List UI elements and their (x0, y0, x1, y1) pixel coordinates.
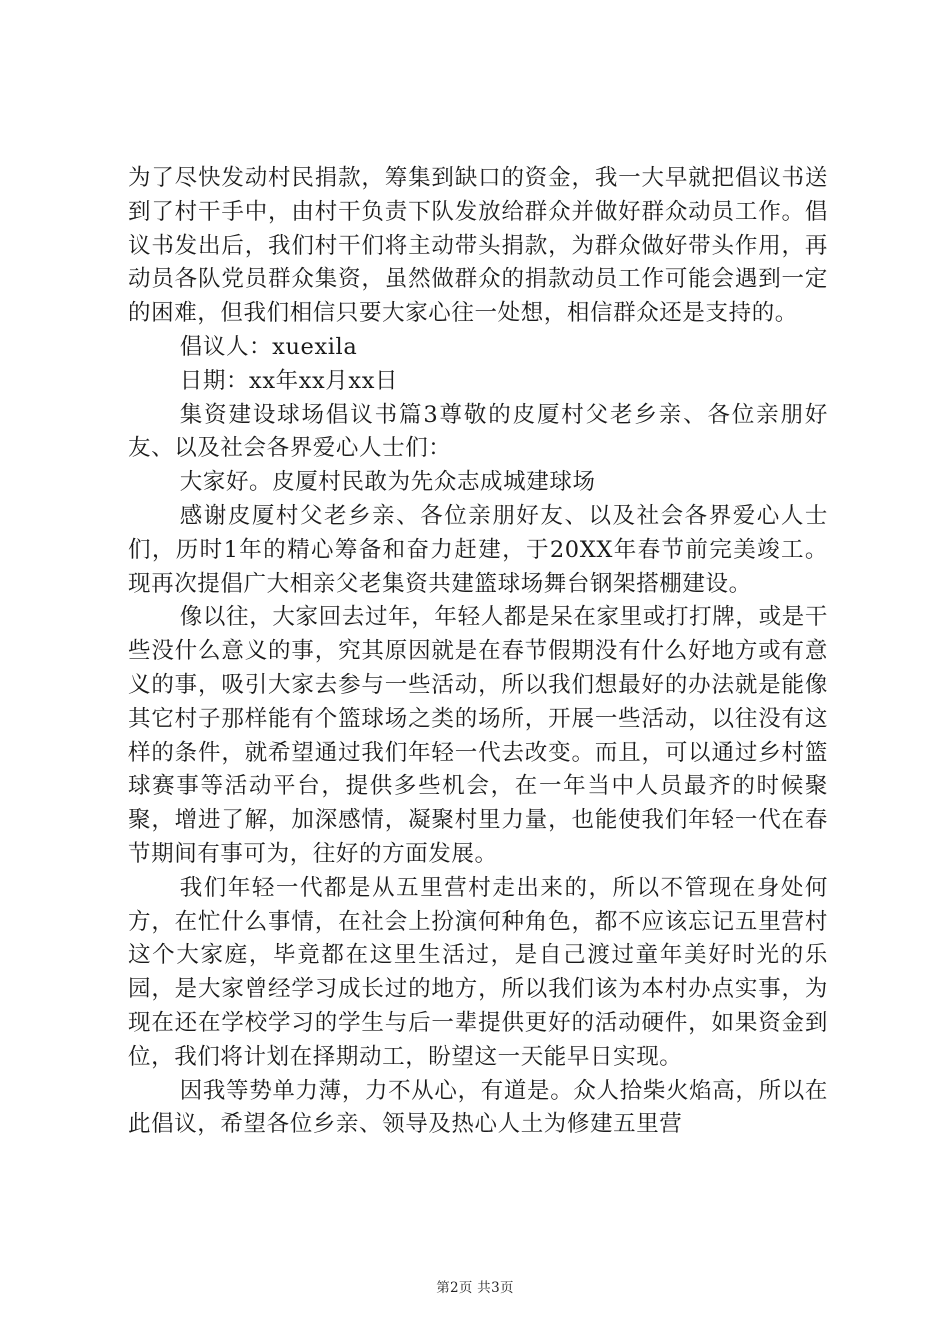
paragraph-1: 为了尽快发动村民捐款，筹集到缺口的资金，我一大早就把倡议书送到了村干手中，由村干负责下队发放给群众并做好群众动员工作。倡议书发出后，我们村干们将主动带头捐款，为群众做好带头作用，再动员各队党员群众集资，虽然做群众的捐款动员工作可能会遇到一定的困难，但我们相信只要大家心往一处想，相信群众还是支持的。 (128, 165, 828, 327)
document-body (128, 162, 828, 1142)
proposer-line: 倡议人：xuexila (179, 333, 358, 360)
date-line: 日期：xx年xx月xx日 (179, 367, 399, 394)
paragraph-7: 像以往，大家回去过年，年轻人都是呆在家里或打打牌，或是干些没什么意义的事，究其原因就是在春节假期没有什么好地方或有意义的事，吸引大家去参与一些活动，所以我们想最好的办法就是能像其它村子那样能有个篮球场之类的场所，开展一些活动，以往没有这样的条件，就希望通过我们年轻一代去改变。而且，可以通过乡村篮球赛事等活动平台，提供多些机会，在一年当中人员最齐的时候聚聚，增进了解，加深感情，凝聚村里力量，也能使我们年轻一代在春节期间有事可为，往好的方面发展。 (128, 604, 828, 867)
page-number-footer: 第2页 共3页 (436, 1280, 514, 1296)
greeting-line: 大家好。皮厦村民敢为先众志成城建球场 (179, 469, 596, 496)
paragraph-8: 我们年轻一代都是从五里营村走出来的，所以不管现在身处何方，在忙什么事情，在社会上扮演何种角色，都不应该忘记五里营村这个大家庭，毕竟都在这里生活过，是自己渡过童年美好时光的乐园，是大家曾经学习成长过的地方，所以我们该为本村办点实事，为现在还在学校学习的学生与后一辈提供更好的活动硬件，如果资金到位，我们将计划在择期动工，盼望这一天能早日实现。 (128, 874, 828, 1070)
paragraph-4: 集资建设球场倡议书篇3尊敬的皮厦村父老乡亲、各位亲朋好友、以及社会各界爱心人士们： (128, 401, 828, 462)
paragraph-9: 因我等势单力薄，力不从心，有道是。众人拾柴火焰高，所以在此倡议，希望各位乡亲、领导及热心人土为修建五里营 (128, 1077, 828, 1138)
paragraph-6: 感谢皮厦村父老乡亲、各位亲朋好友、以及社会各界爱心人士们，历时1年的精心筹备和奋力赶建，于20XX年春节前完美竣工。现再次提倡广大相亲父老集资共建篮球场舞台钢架搭棚建设。 (128, 502, 828, 597)
